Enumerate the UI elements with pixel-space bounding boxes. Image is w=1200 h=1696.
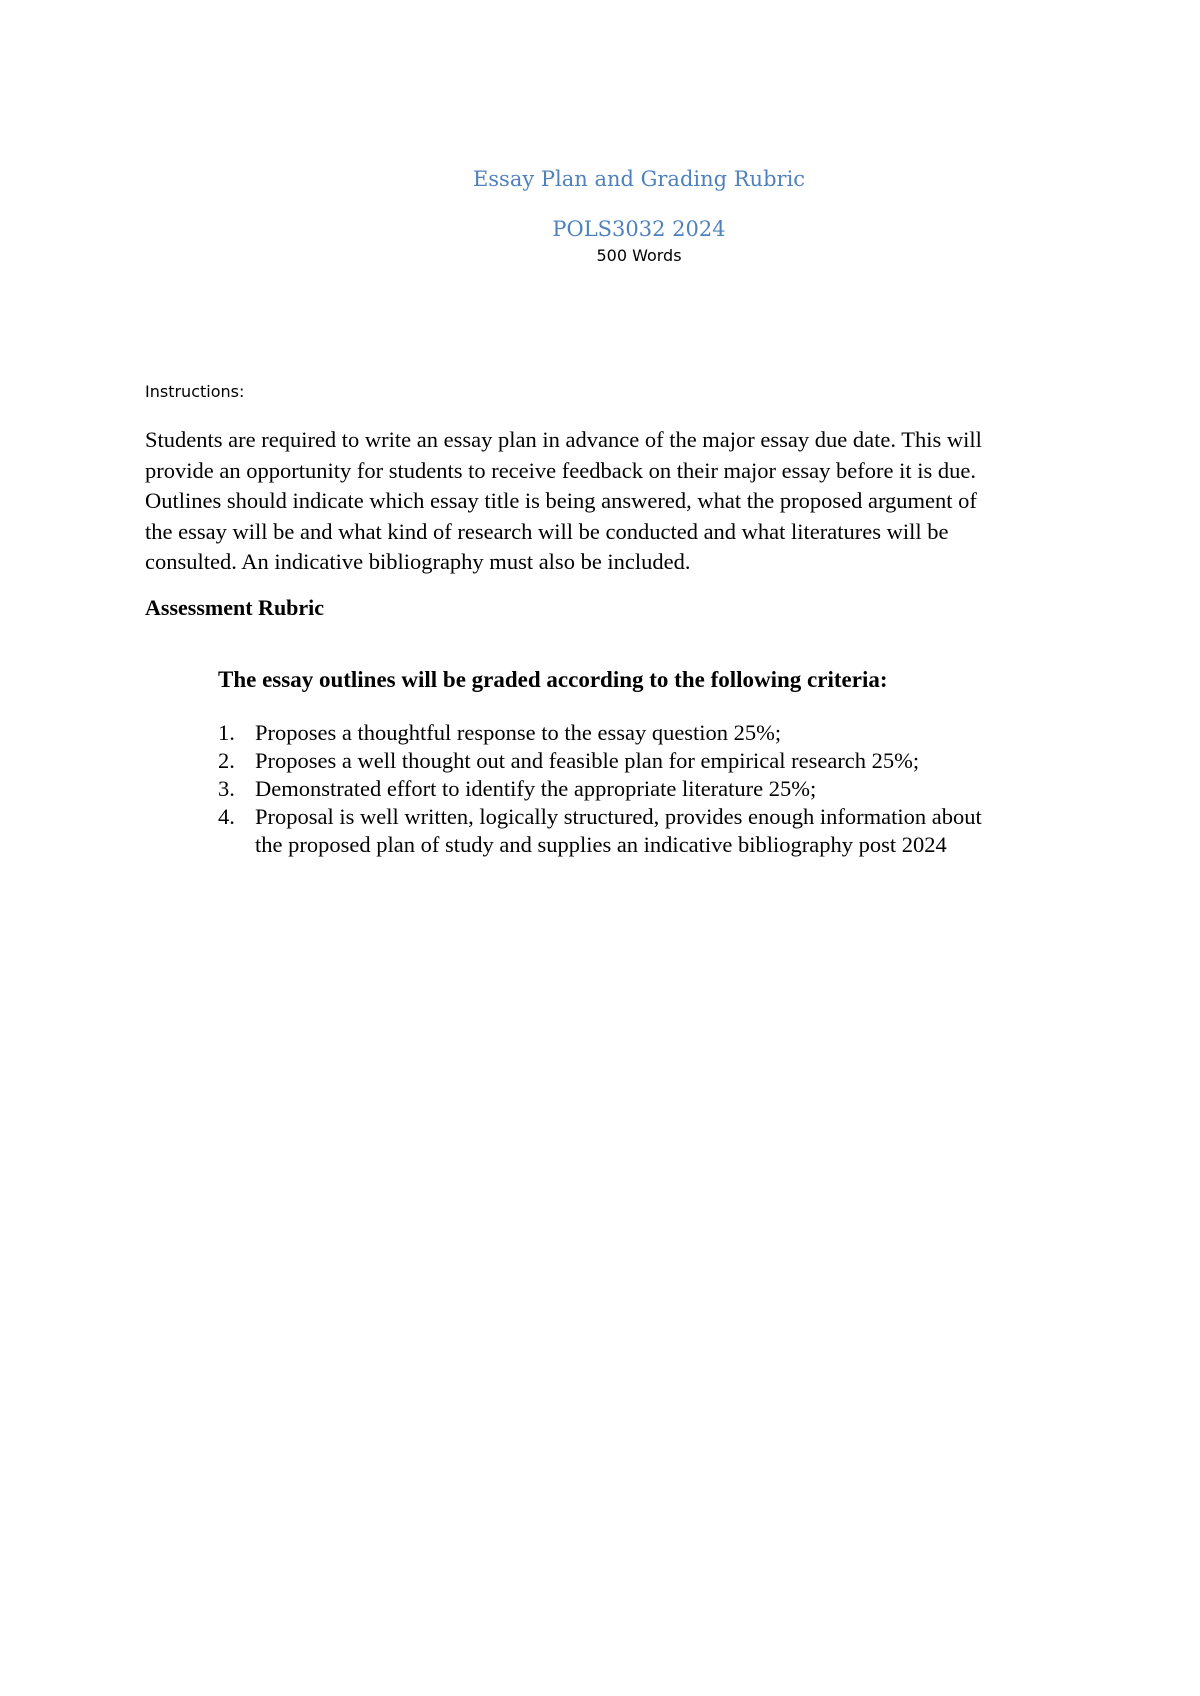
instructions-line: consulted. An indicative bibliography must also be included.	[145, 549, 691, 574]
criterion-number: 3.	[218, 776, 235, 801]
document-title: Essay Plan and Grading Rubric	[472, 167, 806, 191]
criterion-item	[218, 747, 982, 775]
criteria-intro: The essay outlines will be graded according to the following criteria:	[218, 667, 888, 692]
criterion-item	[218, 719, 982, 747]
instructions-label: Instructions:	[145, 382, 245, 401]
word-count: 500 Words	[596, 246, 682, 265]
criterion-text: Proposes a thoughtful response to the essay question 25%;	[255, 720, 782, 745]
criterion-item	[218, 803, 982, 859]
criterion-text: the proposed plan of study and supplies an indicative bibliography post 2024	[255, 832, 947, 857]
criterion-number: 4.	[218, 804, 235, 829]
instructions-line: Outlines should indicate which essay title is being answered, what the proposed argument of	[145, 488, 977, 513]
instructions-line: Students are required to write an essay plan in advance of the major essay due date. This will	[145, 427, 982, 452]
criterion-number: 2.	[218, 748, 235, 773]
criterion-text: Demonstrated effort to identify the appropriate literature 25%;	[255, 776, 817, 801]
assessment-rubric-heading: Assessment Rubric	[145, 595, 325, 620]
criteria-list	[218, 719, 982, 859]
criterion-item	[218, 775, 982, 803]
instructions-line: provide an opportunity for students to receive feedback on their major essay before it is due.	[145, 457, 976, 483]
criterion-text: Proposal is well written, logically structured, provides enough information about	[255, 804, 982, 829]
criterion-number: 1.	[218, 720, 235, 745]
instructions-line: the essay will be and what kind of research will be conducted and what literatures will be	[145, 518, 949, 544]
course-code: POLS3032 2024	[552, 217, 726, 241]
instructions-paragraph	[145, 425, 982, 578]
criterion-text: Proposes a well thought out and feasible plan for empirical research 25%;	[255, 748, 920, 773]
